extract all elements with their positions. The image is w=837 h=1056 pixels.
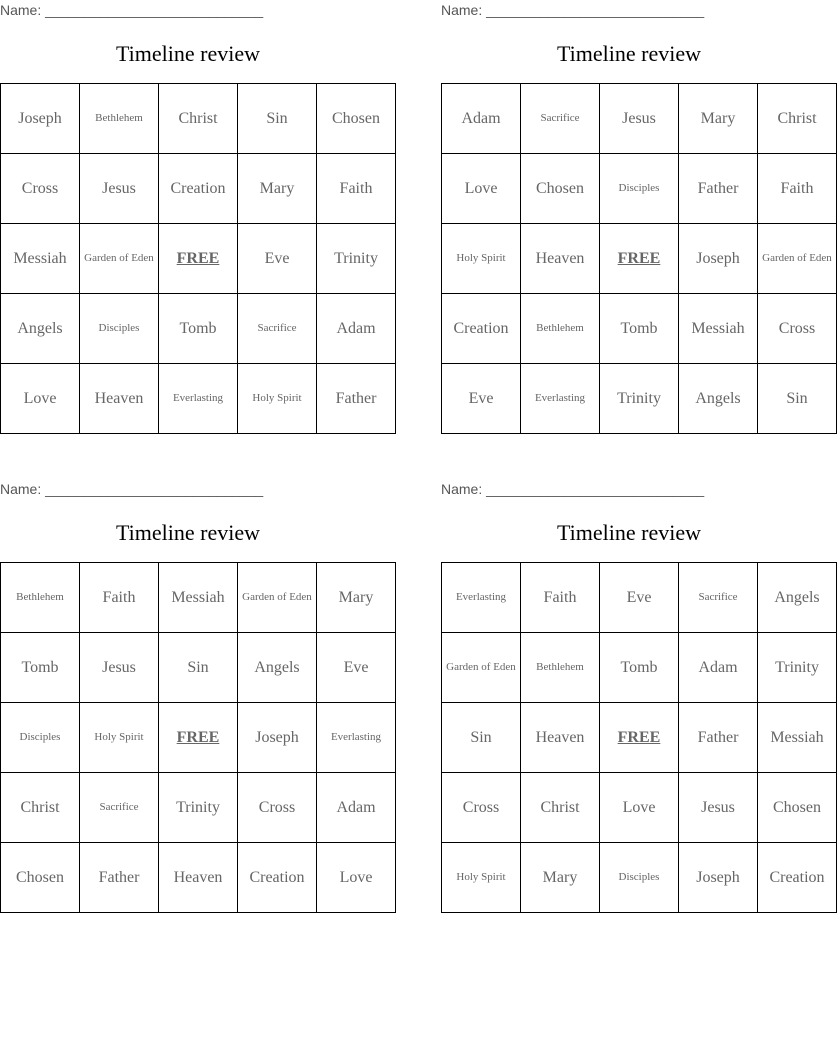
grid-row [1, 154, 396, 224]
free-space: FREE [159, 224, 238, 294]
grid-row [442, 843, 837, 913]
grid-cell: Cross [758, 294, 837, 364]
grid-cell: Heaven [521, 703, 600, 773]
grid-cell: Garden of Eden [80, 224, 159, 294]
grid-cell: Cross [1, 154, 80, 224]
bingo-grid [441, 562, 837, 913]
grid-cell: Heaven [159, 843, 238, 913]
grid-cell: Disciples [80, 294, 159, 364]
grid-cell: Cross [442, 773, 521, 843]
grid-cell: Sin [758, 364, 837, 434]
free-space: FREE [159, 703, 238, 773]
grid-row [442, 364, 837, 434]
grid-row [1, 563, 396, 633]
grid-cell: Trinity [600, 364, 679, 434]
grid-cell: Tomb [600, 294, 679, 364]
grid-cell: Holy Spirit [442, 224, 521, 294]
grid-row [442, 703, 837, 773]
grid-cell: Chosen [521, 154, 600, 224]
grid-cell: Everlasting [159, 364, 238, 434]
grid-cell: Sin [159, 633, 238, 703]
grid-cell: Eve [442, 364, 521, 434]
grid-cell: Creation [442, 294, 521, 364]
grid-cell: Creation [159, 154, 238, 224]
grid-row [1, 843, 396, 913]
grid-cell: Disciples [600, 154, 679, 224]
grid-cell: Holy Spirit [80, 703, 159, 773]
grid-row [1, 224, 396, 294]
grid-row [442, 84, 837, 154]
name-field: Name: ____________________________ [0, 481, 264, 497]
grid-cell: Faith [521, 563, 600, 633]
grid-cell: Faith [758, 154, 837, 224]
grid-cell: Trinity [758, 633, 837, 703]
grid-cell: Bethlehem [80, 84, 159, 154]
grid-cell: Sacrifice [238, 294, 317, 364]
bingo-grid [0, 562, 396, 913]
grid-cell: Love [1, 364, 80, 434]
bingo-grid [0, 83, 396, 434]
name-field: Name: ____________________________ [441, 2, 705, 18]
grid-cell: Chosen [1, 843, 80, 913]
grid-cell: Jesus [80, 154, 159, 224]
grid-cell: Love [442, 154, 521, 224]
grid-cell: Eve [600, 563, 679, 633]
grid-cell: Mary [238, 154, 317, 224]
grid-row [1, 633, 396, 703]
grid-cell: Eve [238, 224, 317, 294]
grid-cell: Father [80, 843, 159, 913]
grid-cell: Messiah [159, 563, 238, 633]
grid-cell: Eve [317, 633, 396, 703]
grid-cell: Cross [238, 773, 317, 843]
grid-cell: Creation [238, 843, 317, 913]
grid-row [442, 224, 837, 294]
free-space: FREE [600, 703, 679, 773]
grid-row [1, 84, 396, 154]
grid-cell: Sacrifice [679, 563, 758, 633]
grid-cell: Everlasting [521, 364, 600, 434]
grid-cell: Joseph [679, 843, 758, 913]
grid-cell: Angels [1, 294, 80, 364]
grid-cell: Father [679, 703, 758, 773]
grid-cell: Christ [521, 773, 600, 843]
grid-cell: Jesus [600, 84, 679, 154]
grid-cell: Tomb [159, 294, 238, 364]
grid-cell: Mary [317, 563, 396, 633]
grid-cell: Trinity [317, 224, 396, 294]
grid-cell: Heaven [521, 224, 600, 294]
grid-cell: Heaven [80, 364, 159, 434]
grid-cell: Sin [238, 84, 317, 154]
name-field: Name: ____________________________ [441, 481, 705, 497]
grid-cell: Holy Spirit [442, 843, 521, 913]
grid-row [442, 563, 837, 633]
grid-cell: Sacrifice [80, 773, 159, 843]
card-title: Timeline review [116, 520, 260, 545]
grid-cell: Angels [679, 364, 758, 434]
grid-row [1, 364, 396, 434]
grid-row [442, 154, 837, 224]
grid-cell: Disciples [600, 843, 679, 913]
grid-cell: Jesus [679, 773, 758, 843]
grid-cell: Adam [317, 294, 396, 364]
grid-cell: Christ [1, 773, 80, 843]
grid-cell: Creation [758, 843, 837, 913]
grid-row [442, 773, 837, 843]
grid-cell: Angels [238, 633, 317, 703]
grid-cell: Chosen [758, 773, 837, 843]
free-space: FREE [600, 224, 679, 294]
grid-cell: Faith [80, 563, 159, 633]
grid-cell: Mary [679, 84, 758, 154]
grid-cell: Bethlehem [521, 633, 600, 703]
grid-cell: Adam [679, 633, 758, 703]
grid-cell: Bethlehem [1, 563, 80, 633]
bingo-grid [441, 83, 837, 434]
grid-cell: Christ [159, 84, 238, 154]
grid-cell: Christ [758, 84, 837, 154]
grid-cell: Disciples [1, 703, 80, 773]
grid-cell: Love [317, 843, 396, 913]
grid-cell: Love [600, 773, 679, 843]
grid-cell: Adam [317, 773, 396, 843]
grid-row [1, 703, 396, 773]
name-field: Name: ____________________________ [0, 2, 264, 18]
grid-cell: Garden of Eden [442, 633, 521, 703]
grid-cell: Joseph [679, 224, 758, 294]
grid-cell: Father [679, 154, 758, 224]
grid-cell: Messiah [758, 703, 837, 773]
grid-cell: Mary [521, 843, 600, 913]
grid-cell: Holy Spirit [238, 364, 317, 434]
grid-cell: Tomb [600, 633, 679, 703]
grid-cell: Angels [758, 563, 837, 633]
grid-cell: Sacrifice [521, 84, 600, 154]
grid-cell: Garden of Eden [238, 563, 317, 633]
grid-cell: Chosen [317, 84, 396, 154]
grid-cell: Messiah [679, 294, 758, 364]
grid-row [1, 773, 396, 843]
grid-row [1, 294, 396, 364]
grid-cell: Everlasting [317, 703, 396, 773]
grid-cell: Faith [317, 154, 396, 224]
grid-cell: Joseph [1, 84, 80, 154]
grid-cell: Adam [442, 84, 521, 154]
card-title: Timeline review [557, 41, 701, 66]
grid-cell: Tomb [1, 633, 80, 703]
grid-cell: Joseph [238, 703, 317, 773]
card-title: Timeline review [116, 41, 260, 66]
grid-cell: Garden of Eden [758, 224, 837, 294]
grid-cell: Trinity [159, 773, 238, 843]
grid-cell: Everlasting [442, 563, 521, 633]
grid-cell: Jesus [80, 633, 159, 703]
grid-cell: Messiah [1, 224, 80, 294]
grid-row [442, 633, 837, 703]
grid-row [442, 294, 837, 364]
card-title: Timeline review [557, 520, 701, 545]
grid-cell: Father [317, 364, 396, 434]
grid-cell: Sin [442, 703, 521, 773]
grid-cell: Bethlehem [521, 294, 600, 364]
